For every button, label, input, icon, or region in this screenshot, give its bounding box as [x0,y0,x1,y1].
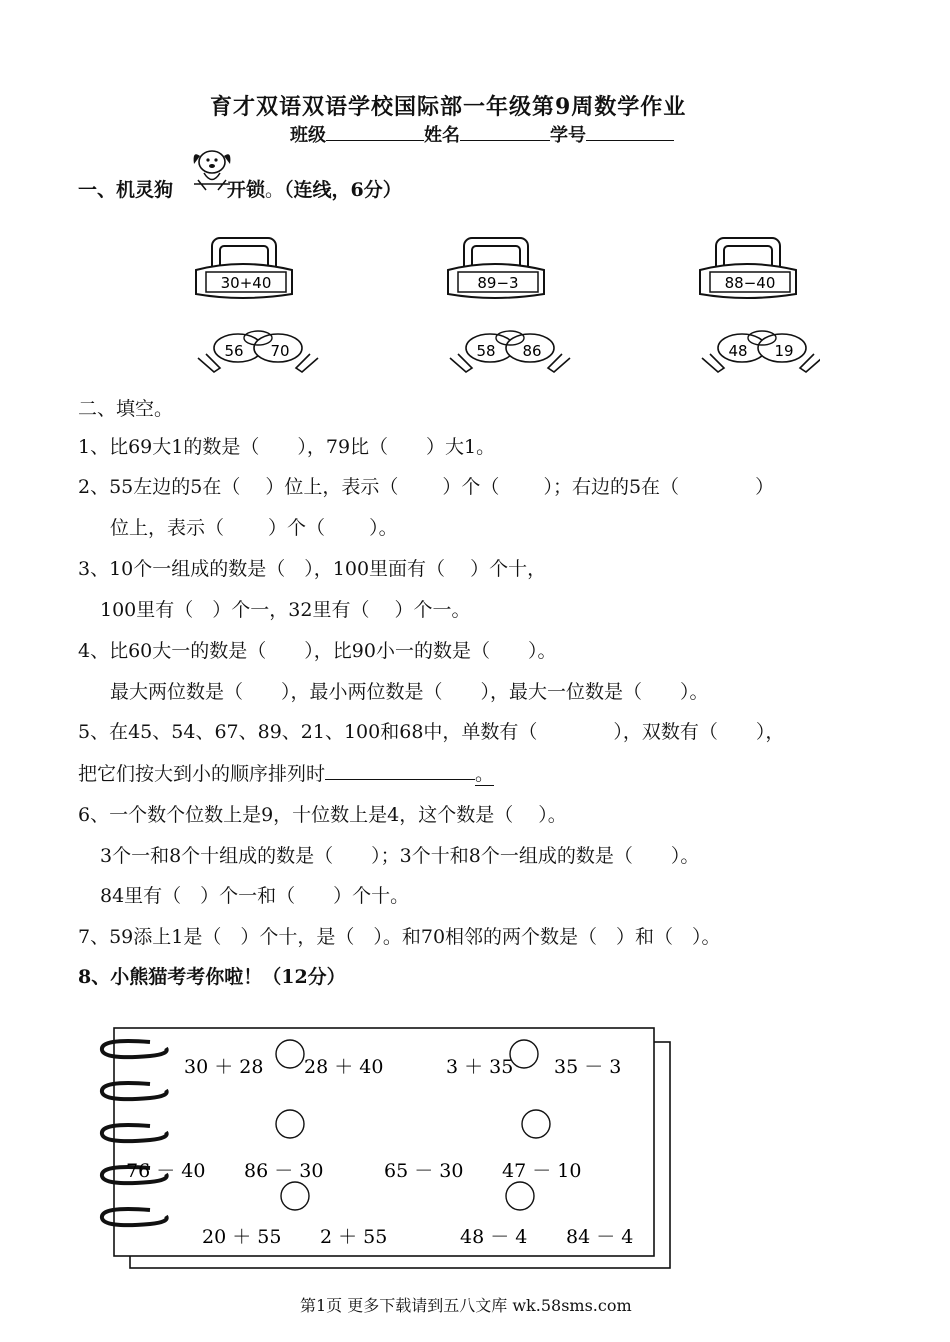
lock-1[interactable] [196,238,292,298]
class-label: 班级 [290,125,326,146]
compare-circle-6[interactable] [506,1182,534,1210]
expr-r1-2: 28 ＋ 40 [304,1056,384,1078]
lock-3-label: 88−40 [724,274,776,292]
lock-2[interactable] [448,238,544,298]
name-blank [460,124,550,141]
q7-line: 7、59添上1是（ ）个十，是（ ）。和70相邻的两个数是（ ）和（ ）。 [78,926,721,948]
section1-prefix: 一、机灵狗 [78,179,174,201]
key-3b-label: 19 [774,342,794,360]
notebook-card [90,1020,680,1275]
compare-circle-1[interactable] [276,1040,304,1068]
q5-order-blank[interactable] [325,763,475,780]
q4-line: 4、比60大一的数是（ ），比90小一的数是（ ）。 [78,640,557,662]
section2-heading: 二、填空。 [78,398,174,420]
expr-r3-1: 20 ＋ 55 [202,1226,282,1248]
compare-circle-3[interactable] [276,1110,304,1138]
key-3a-label: 48 [728,342,748,360]
key-2a-label: 58 [476,342,496,360]
q6-line-cont2: 84里有（ ）个一和（ ）个十。 [100,885,410,907]
class-blank [326,124,424,141]
name-label: 姓名 [424,125,460,146]
q3-line-cont: 100里有（ ）个一，32里有（ ）个一。 [100,599,471,621]
q3-line: 3、10个一组成的数是（ ），100里面有（ ）个十， [78,558,547,580]
section1-heading [78,175,402,202]
q5-order-end: 。 [475,763,495,785]
id-blank [586,124,674,141]
q4-line-cont: 最大两位数是（ ），最小两位数是（ ），最大一位数是（ ）。 [110,681,709,703]
compare-circle-4[interactable] [522,1110,550,1138]
expr-r1-3: 3 ＋ 35 [446,1056,514,1078]
q5-order-prompt: 把它们按大到小的顺序排列时 [78,763,326,785]
key-pair-3[interactable] [702,331,820,372]
section1-dot: 。 [265,179,285,201]
q1-line: 1、比69大1的数是（ ），79比（ ）大1。 [78,436,496,458]
locks-and-keys [180,236,820,386]
expr-r1-4: 35 － 3 [554,1056,622,1078]
lock-1-label: 30+40 [220,274,272,292]
expr-r3-2: 2 ＋ 55 [320,1226,388,1248]
expr-r3-4: 84 － 4 [566,1226,634,1248]
expr-r2-4: 47 － 10 [502,1160,582,1182]
section8-heading: 8、小熊猫考考你啦！（12分） [78,966,346,988]
key-pair-1[interactable] [198,331,318,372]
q6-line: 6、一个数个位数上是9，十位数上是4，这个数是（ ）。 [78,804,567,826]
key-1b-label: 70 [270,342,290,360]
lock-2-label: 89−3 [477,274,519,292]
expr-r2-2: 86 － 30 [244,1160,324,1182]
dog-icon [186,146,238,194]
q2-line-cont: 位上，表示（ ）个（ ）。 [110,517,398,539]
page-footer: 第1页 更多下载请到五八文库 wk.58sms.com [300,1296,632,1315]
compare-circle-2[interactable] [510,1040,538,1068]
id-label: 学号 [550,125,586,146]
student-info-line [290,121,674,147]
key-1a-label: 56 [224,342,244,360]
page-title: 育才双语双语学校国际部一年级第9周数学作业 [210,94,687,120]
expr-r3-3: 48 － 4 [460,1226,528,1248]
q5-line-cont [78,759,494,786]
section1-note: （连线，6分） [284,179,402,201]
lock-3[interactable] [700,238,796,298]
key-pair-2[interactable] [450,331,570,372]
section1-suffix: 开锁 [227,179,266,201]
expr-r1-1: 30 ＋ 28 [184,1056,264,1078]
expr-r2-3: 65 － 30 [384,1160,464,1182]
key-2b-label: 86 [522,342,542,360]
q5-line: 5、在45、54、67、89、21、100和68中，单数有（ ），双数有（ ）， [78,721,785,743]
expr-r2-1: 76 － 40 [126,1160,206,1182]
q2-line: 2、55左边的5在（ ）位上，表示（ ）个（ ）；右边的5在（ ） [78,476,775,498]
q6-line-cont1: 3个一和8个十组成的数是（ ）；3个十和8个一组成的数是（ ）。 [100,845,700,867]
compare-circle-5[interactable] [281,1182,309,1210]
